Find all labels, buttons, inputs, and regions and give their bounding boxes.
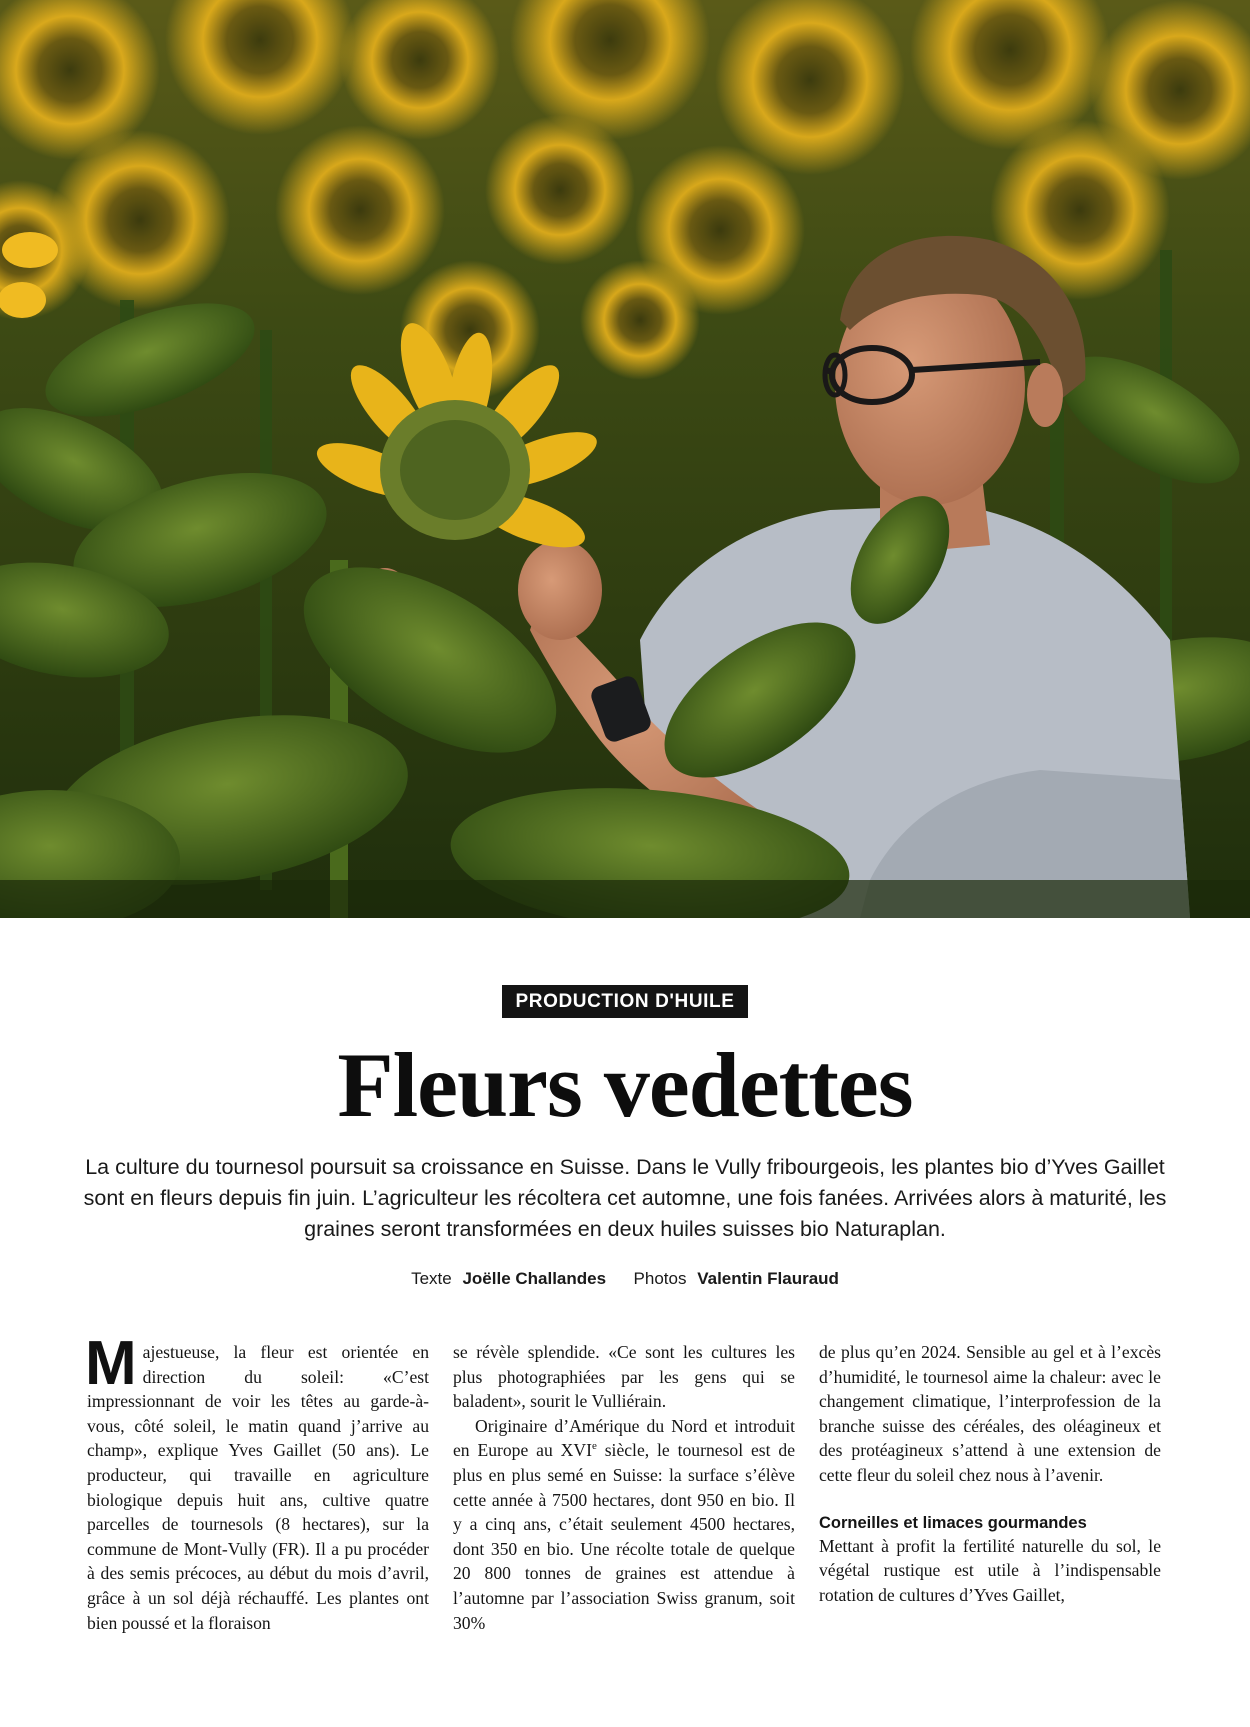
photo-credit-author: Valentin Flauraud xyxy=(697,1269,839,1288)
article-paragraph: se révèle splendide. «Ce sont les cultures les plus photographiées par les gens qui se baladent», sourit le Vulliérain. xyxy=(453,1342,795,1412)
paragraph-text: Originaire d’Amérique du Nord et introduit en Europe au XVI xyxy=(453,1415,795,1461)
paragraph-text: siècle, le tournesol est de plus en plus semé en Suisse: la surface s’élève cette année à 7500 hectares, dont 950 en bio. Il y a cinq ans, c’était seulement 4500 hectares, dont 350 en bio. Une récolte totale de quelque 20 800 tonnes de graines est attendue à l’automne par l’association Swiss granum, soit 30% xyxy=(453,1440,796,1633)
article-title: Fleurs vedettes xyxy=(337,1034,913,1136)
drop-cap: M xyxy=(85,1329,137,1398)
article-column-3 xyxy=(819,1340,1161,1607)
text-credit-author: Joëlle Challandes xyxy=(462,1269,607,1288)
section-kicker: PRODUCTION D'HUILE xyxy=(502,985,747,1018)
article-column-1 xyxy=(85,1329,429,1635)
superscript: e xyxy=(591,1440,597,1453)
column-1-text: ajestueuse, la fleur est orientée en direction du soleil: «C’est impressionnant de voir les têtes au garde-à-vous, côté soleil, le matin quand j’arrive au champ», explique Yves Gaillet (50 ans). Le producteur, qui travaille en agriculture biologique depuis huit ans, cultive quatre parcelles de tournesols (8 hectares), sur la commune de Mont-Vully (FR). Il a pu procéder à des semis précoces, au début du mois d’avril, grâce à un sol déjà réchauffé. Les plantes ont bien poussé et la floraison xyxy=(87,1342,429,1633)
kicker-container xyxy=(0,985,1250,1018)
article-paragraph: Mettant à profit la fertilité naturelle du sol, le végétal rustique est utile à l’indispensable rotation de cultures d’Yves Gaillet, xyxy=(819,1535,1161,1605)
text-credit-label: Texte xyxy=(411,1269,452,1288)
byline xyxy=(0,1268,1250,1290)
article-subhead: Corneilles et limaces gourmandes xyxy=(819,1513,1087,1532)
article-paragraph xyxy=(453,1414,795,1635)
photo-credit-label: Photos xyxy=(633,1269,687,1288)
article-paragraph xyxy=(85,1329,429,1635)
article-column-2 xyxy=(453,1340,795,1635)
article-lead: La culture du tournesol poursuit sa croissance en Suisse. Dans le Vully fribourgeois, les plantes bio d’Yves Gaillet sont en fleurs depuis fin juin. L’agriculteur les récoltera cet automne, une fois fanées. Arrivées alors à maturité, les graines seront transformées en deux huiles suisses bio Naturaplan. xyxy=(83,1155,1167,1241)
article-paragraph: de plus qu’en 2024. Sensible au gel et à l’excès d’humidité, le tournesol aime la chaleur: avec le changement climatique, l’interprofession de la branche suisse des céréales, des oléagineux et des protéagineux s’attend à une extension de cette fleur du soleil chez nous à l’avenir. xyxy=(819,1342,1161,1485)
